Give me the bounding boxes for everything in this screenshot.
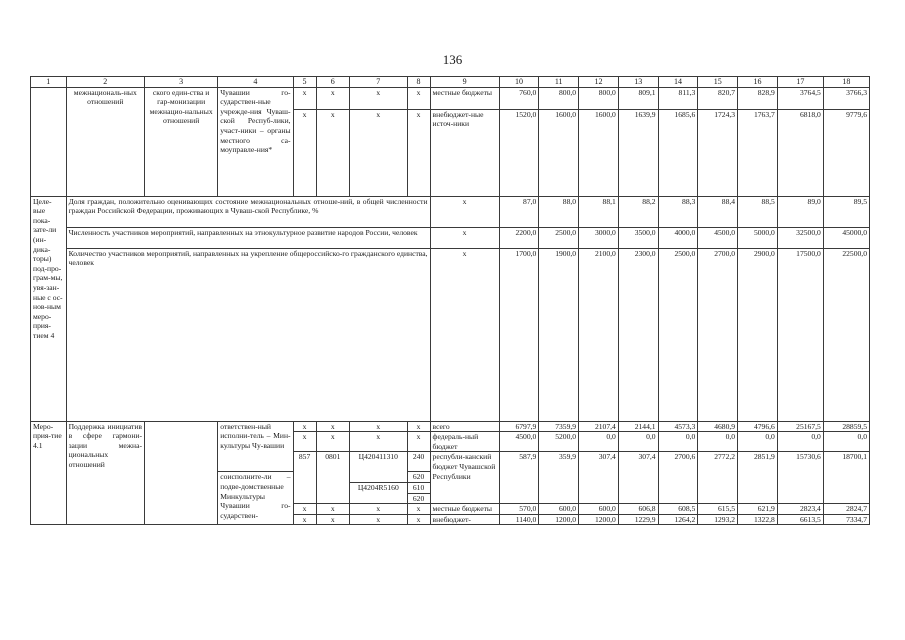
table-row [31,196,870,227]
cell: ского един-ства и гар-монизации межнацио-нальных отношений [145,87,218,196]
cell: 615,5 [698,504,738,515]
column-header: 8 [407,77,430,88]
cell [31,87,67,196]
targets-label: Целе-вые пока-зате-ли (ин-дика-торы) под-про-грам-мы, увя-зан-ные с ос-нов-ным меро-прия-тием 4 [31,196,67,421]
cell: 0,0 [823,432,869,452]
cell: 2144,1 [618,421,658,432]
cell: 0,0 [579,432,619,452]
cell: 800,0 [539,87,579,109]
cell: x [407,87,430,109]
column-header: 12 [579,77,619,88]
cell: 0801 [316,452,349,504]
cell: 0,0 [698,432,738,452]
cell: 6613,5 [777,514,823,525]
cell: 2823,4 [777,504,823,515]
cell: 2500,0 [658,248,698,421]
page-number: 136 [442,52,463,67]
cell: республи-канский бюджет Чувашской Республики [430,452,499,504]
cell: 17500,0 [777,248,823,421]
cell: x [316,87,349,109]
cell: 1700,0 [499,248,539,421]
cell: x [293,87,316,109]
cell: 307,4 [579,452,619,504]
cell: x [316,109,349,196]
cell: x [293,514,316,525]
column-header: 14 [658,77,698,88]
cell: x [316,421,349,432]
cell: 88,1 [579,196,619,227]
column-header: 15 [698,77,738,88]
cell: 7334,7 [823,514,869,525]
table-row [31,421,870,432]
cell: 87,0 [499,196,539,227]
column-header: 16 [738,77,778,88]
cell: 4573,3 [658,421,698,432]
cell: 1763,7 [738,109,778,196]
cell: 1264,2 [658,514,698,525]
cell: 1229,9 [618,514,658,525]
column-header: 7 [350,77,408,88]
cell: x [316,514,349,525]
column-header: 4 [218,77,293,88]
indicator-text: Доля граждан, положительно оценивающих состояние межнациональных отноше-ний, в общей численности граждан Российской Федерации, проживающих в Чуваш-ской Республике, % [66,196,430,227]
column-header-row [31,77,870,88]
cell: x [350,514,408,525]
column-header: 13 [618,77,658,88]
cell: 820,7 [698,87,738,109]
cell: x [293,504,316,515]
cell: x [430,248,499,421]
cell: 2107,4 [579,421,619,432]
budget-table [30,76,870,525]
cell: всего [430,421,499,432]
cell: 2700,0 [698,248,738,421]
cell: 5200,0 [539,432,579,452]
cell: Ц420411310 [350,452,408,483]
cell: 620 [407,472,430,483]
cell: 760,0 [499,87,539,109]
cell: межнациональ-ных отношений [66,87,144,196]
cell: 857 [293,452,316,504]
column-header: 5 [293,77,316,88]
cell: x [350,504,408,515]
cell: 307,4 [618,452,658,504]
cell: 1200,0 [539,514,579,525]
measure-label: Меро-прия-тие 4.1 [31,421,67,525]
cell: местные бюджеты [430,87,499,109]
cell: x [407,514,430,525]
cell: 600,0 [539,504,579,515]
column-header: 9 [430,77,499,88]
measure-title: Поддержка инициатив в сфере гармони-зации межна-циональных отношений [66,421,144,525]
cell: x [350,87,408,109]
column-header: 6 [316,77,349,88]
cell: 2851,9 [738,452,778,504]
cell: местные бюджеты [430,504,499,515]
cell: 809,1 [618,87,658,109]
cell: 4680,9 [698,421,738,432]
cell: 28859,5 [823,421,869,432]
column-header: 3 [145,77,218,88]
cell: 88,3 [658,196,698,227]
cell: 3764,5 [777,87,823,109]
cell: 620 [407,493,430,504]
cell: 2824,7 [823,504,869,515]
cell: 0,0 [618,432,658,452]
cell: x [293,421,316,432]
cell: внебюджет-ные источ-ники [430,109,499,196]
cell: x [407,421,430,432]
cell: 2772,2 [698,452,738,504]
cell: 610 [407,482,430,493]
cell: 2500,0 [539,227,579,248]
cell: внебюджет- [430,514,499,525]
cell: x [407,109,430,196]
cell: 800,0 [579,87,619,109]
cell [145,421,218,525]
cell: 89,5 [823,196,869,227]
co-executors: соисполните-ли – подве-домственные Минкультуры Чувашии го-сударствен- [218,472,293,525]
cell: x [430,227,499,248]
cell: x [293,109,316,196]
cell: 3500,0 [618,227,658,248]
cell: 1322,8 [738,514,778,525]
cell: x [293,432,316,452]
cell: 4500,0 [698,227,738,248]
column-header: 2 [66,77,144,88]
cell: 359,9 [539,452,579,504]
table-row [31,87,870,109]
cell: x [407,432,430,452]
cell: x [316,504,349,515]
cell: 3000,0 [579,227,619,248]
cell: 1639,9 [618,109,658,196]
cell: Чувашии го-сударствен-ные учрежде-ния Чуваш-ской Респуб-лики, участ-ники – органы местного са-моуправле-ния* [218,87,293,196]
cell: 1200,0 [579,514,619,525]
cell: 1724,3 [698,109,738,196]
cell: 2100,0 [579,248,619,421]
cell: 600,0 [579,504,619,515]
column-header: 11 [539,77,579,88]
cell: 15730,6 [777,452,823,504]
column-header: 18 [823,77,869,88]
cell: 5000,0 [738,227,778,248]
cell: 0,0 [777,432,823,452]
cell: 18700,1 [823,452,869,504]
cell: 2900,0 [738,248,778,421]
cell: 88,2 [618,196,658,227]
cell: 9779,6 [823,109,869,196]
cell: 570,0 [499,504,539,515]
cell: 2300,0 [618,248,658,421]
cell: 2700,6 [658,452,698,504]
column-header: 1 [31,77,67,88]
indicator-text: Количество участников мероприятий, направленных на укрепление общероссийско-го гражданского единства, человек [66,248,430,421]
cell: x [350,421,408,432]
cell: 587,9 [499,452,539,504]
cell: 6797,9 [499,421,539,432]
cell: 89,0 [777,196,823,227]
cell: 0,0 [738,432,778,452]
cell: 4500,0 [499,432,539,452]
cell: 7359,9 [539,421,579,432]
cell: 32500,0 [777,227,823,248]
cell: 4796,6 [738,421,778,432]
cell: 0,0 [658,432,698,452]
cell: 45000,0 [823,227,869,248]
cell: 25167,5 [777,421,823,432]
cell: 2200,0 [499,227,539,248]
cell: 88,4 [698,196,738,227]
cell: x [350,109,408,196]
cell: Ц4204R5160 [350,482,408,503]
cell: 1685,6 [658,109,698,196]
cell: 621,9 [738,504,778,515]
cell: 22500,0 [823,248,869,421]
cell: 1900,0 [539,248,579,421]
cell: 608,5 [658,504,698,515]
cell: 1600,0 [579,109,619,196]
cell: 606,8 [618,504,658,515]
cell: 1520,0 [499,109,539,196]
column-header: 10 [499,77,539,88]
cell: 4000,0 [658,227,698,248]
cell: 811,3 [658,87,698,109]
responsible-executor: ответствен-ный исполни-тель – Мин-культуры Чу-вашии [218,421,293,472]
column-header: 17 [777,77,823,88]
cell: 88,5 [738,196,778,227]
cell: федераль-ный бюджет [430,432,499,452]
table-row [31,227,870,248]
cell: 1600,0 [539,109,579,196]
cell: 1140,0 [499,514,539,525]
cell: 240 [407,452,430,472]
cell: x [430,196,499,227]
cell: 3766,3 [823,87,869,109]
cell: 6818,0 [777,109,823,196]
cell: x [350,432,408,452]
cell: 1293,2 [698,514,738,525]
indicator-text: Численность участников мероприятий, направленных на этнокультурное развитие народов России, человек [66,227,430,248]
table-row [31,248,870,421]
cell: x [316,432,349,452]
cell: 88,0 [539,196,579,227]
cell: x [407,504,430,515]
cell: 828,9 [738,87,778,109]
